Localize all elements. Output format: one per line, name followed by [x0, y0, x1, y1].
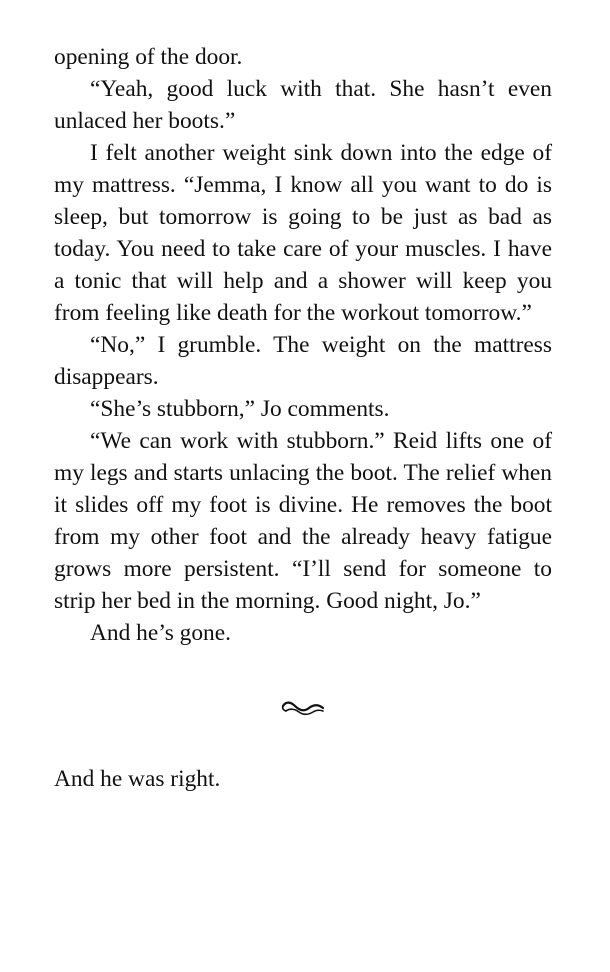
book-page: [54, 41, 552, 795]
swash-ornament-icon: [280, 699, 326, 717]
paragraph-gone: And he’s gone.: [90, 620, 231, 646]
paragraph-after-break: And he was right.: [54, 766, 221, 792]
paragraph-mattress-weight: I felt another weight sink down into the edge of my mattress. “Jemma, I know all you want to do is sleep, but tomorrow is going to be just as bad as today. You need to take care of your muscles. I have a tonic that will help and a shower will keep you from feeling like death for the workout tomorrow.”: [54, 140, 552, 326]
paragraph-grumble: “No,” I grumble. The weight on the mattress disappears.: [54, 332, 552, 390]
paragraph-stubborn: “She’s stubborn,” Jo comments.: [90, 396, 390, 422]
paragraph-continuation: opening of the door.: [54, 44, 243, 70]
paragraph-dialogue-boots: “Yeah, good luck with that. She hasn’t even unlaced her boots.”: [54, 76, 552, 134]
paragraph-reid-boots: “We can work with stubborn.” Reid lifts one of my legs and starts unlacing the boot. The relief when it slides off my foot is divine. He removes the boot from my other foot and the already heavy fatigue grows more persistent. “I’ll send for someone to strip her bed in the morning. Good night, Jo.”: [54, 428, 552, 614]
